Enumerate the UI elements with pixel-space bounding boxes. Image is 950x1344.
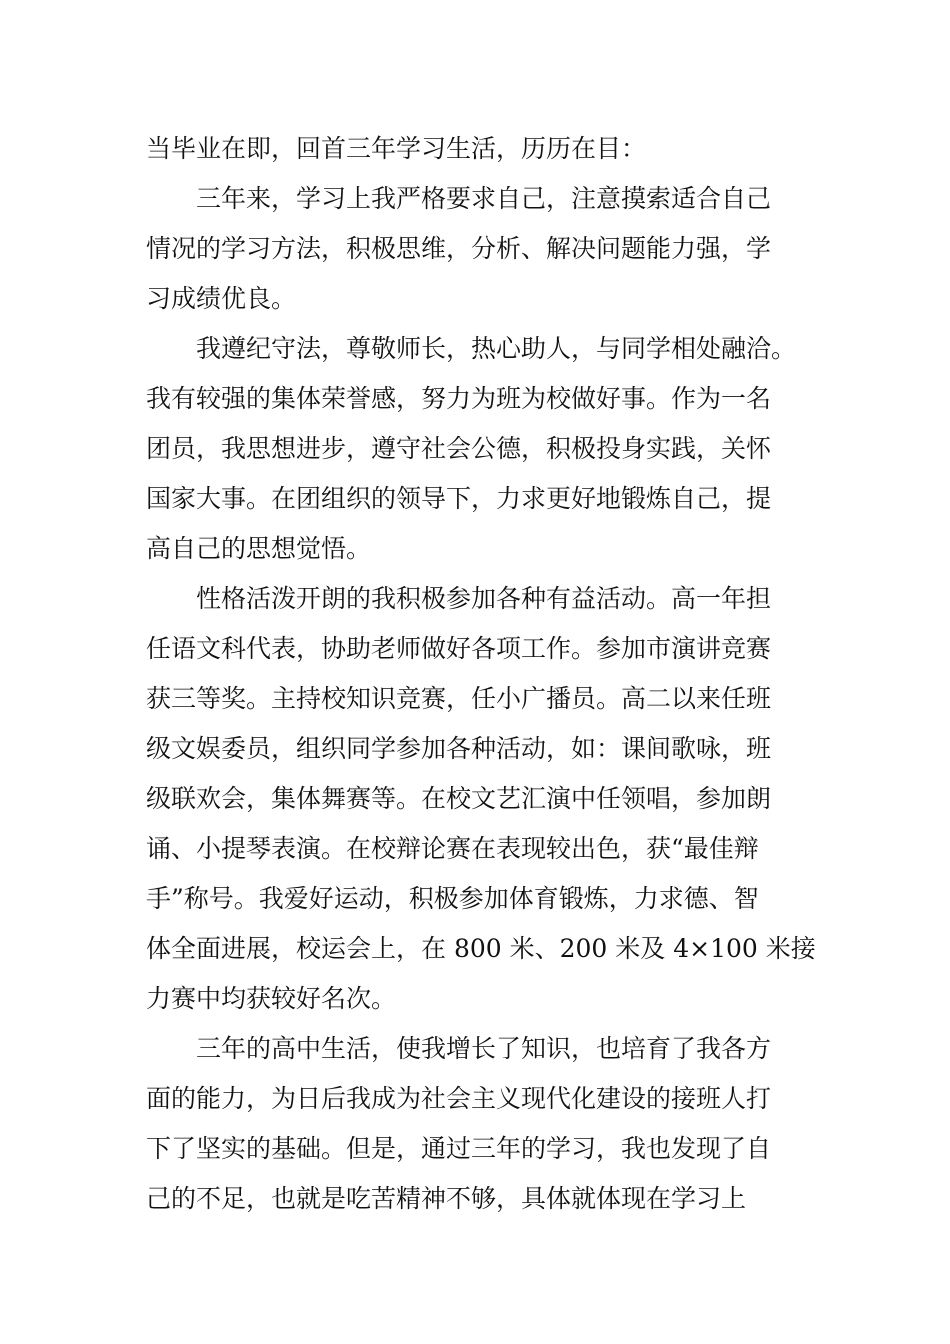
text-line: 我有较强的集体荣誉感，努力为班为校做好事。作为一名 xyxy=(146,384,772,413)
text-line: 己的不足，也就是吃苦精神不够，具体就体现在学习上 xyxy=(146,1184,747,1213)
text-line: 我遵纪守法，尊敬师长，热心助人，与同学相处融洽。 xyxy=(146,334,797,363)
document-body xyxy=(146,124,826,1224)
text-line: 级文娱委员，组织同学参加各种活动，如：课间歌咏，班 xyxy=(146,734,772,763)
text-line: 当毕业在即，回首三年学习生活，历历在目： xyxy=(146,134,647,163)
text-line: 手”称号。我爱好运动，积极参加体育锻炼，力求德、智 xyxy=(146,884,759,913)
text-line: 国家大事。在团组织的领导下，力求更好地锻炼自己，提 xyxy=(146,484,772,513)
text-line: 高自己的思想觉悟。 xyxy=(146,534,372,563)
text-line: 习成绩优良。 xyxy=(146,284,297,313)
text-line: 力赛中均获较好名次。 xyxy=(146,984,397,1013)
text-line: 下了坚实的基础。但是，通过三年的学习，我也发现了自 xyxy=(146,1134,772,1163)
text-line: 三年的高中生活，使我增长了知识，也培育了我各方 xyxy=(146,1034,772,1063)
text-line: 体全面进展，校运会上，在 800 米、200 米及 4×100 米接 xyxy=(146,934,816,963)
text-line: 情况的学习方法，积极思维，分析、解决问题能力强，学 xyxy=(146,234,772,263)
text-line: 团员，我思想进步，遵守社会公德，积极投身实践，关怀 xyxy=(146,434,772,463)
text-line: 面的能力，为日后我成为社会主义现代化建设的接班人打 xyxy=(146,1084,772,1113)
text-line: 诵、小提琴表演。在校辩论赛在表现较出色，获“最佳辩 xyxy=(146,834,759,863)
text-line: 级联欢会，集体舞赛等。在校文艺汇演中任领唱，参加朗 xyxy=(146,784,772,813)
text-line: 性格活泼开朗的我积极参加各种有益活动。高一年担 xyxy=(146,584,772,613)
text-line: 任语文科代表，协助老师做好各项工作。参加市演讲竞赛 xyxy=(146,634,772,663)
text-line: 获三等奖。主持校知识竞赛，任小广播员。高二以来任班 xyxy=(146,684,772,713)
text-line: 三年来，学习上我严格要求自己，注意摸索适合自己 xyxy=(146,184,772,213)
